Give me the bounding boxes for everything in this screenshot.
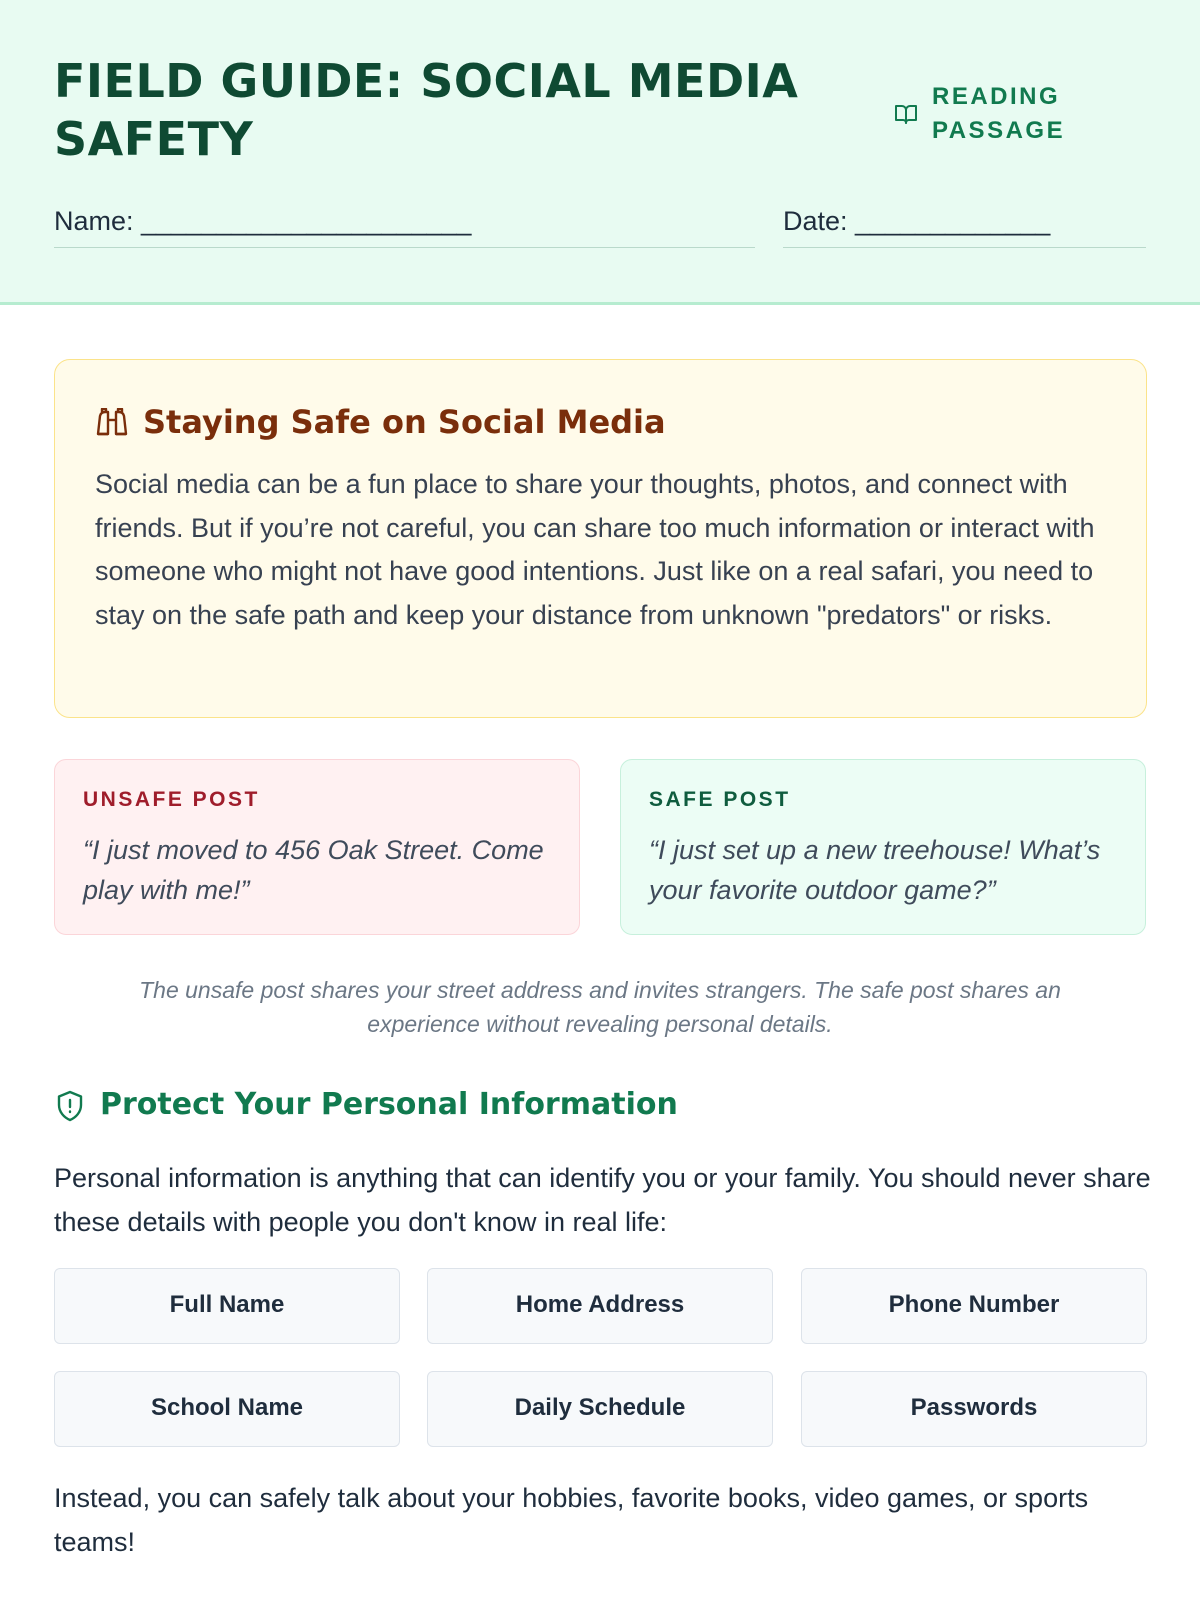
shield-icon (56, 1090, 84, 1122)
binoculars-icon (95, 408, 129, 438)
badge-line-1: READING (932, 83, 1061, 110)
closing-text: Instead, you can safely talk about your hobbies, favorite books, video games, or sports teams! (54, 1483, 1089, 1557)
badge-label (932, 80, 1092, 148)
unsafe-post-label: UNSAFE POST (83, 788, 260, 811)
intro-callout (54, 359, 1147, 718)
reading-passage-badge (894, 80, 1094, 150)
safe-post-card (620, 759, 1146, 935)
page-title: FIELD GUIDE: SOCIAL MEDIA SAFETY (54, 54, 799, 166)
intro-title: Staying Safe on Social Media (143, 403, 666, 441)
intro-text: Social media can be a fun place to share your thoughts, photos, and connect with friends. But if you’re not careful, you can share too much information or interact with someone who might not have good intentions. Just like on a real safari, you need to stay on the safe path and keep your distance from unknown "predators" or risks. (95, 469, 1095, 630)
section-text: Personal information is anything that can identify you or your family. You should never share these details with people you don't know in real life: (54, 1163, 1151, 1237)
unsafe-post-quote: “I just moved to 456 Oak Street. Come play with me!” (83, 835, 544, 905)
info-chip-daily-schedule: Daily Schedule (427, 1371, 773, 1447)
info-chip-school-name: School Name (54, 1371, 400, 1447)
badge-line-2: PASSAGE (932, 117, 1066, 144)
name-field[interactable]: Name: ______________________ (54, 200, 755, 248)
posts-caption: The unsafe post shares your street address and invites strangers. The safe post shares an experience without revealing personal details. (139, 977, 1061, 1037)
section-title: Protect Your Personal Information (100, 1087, 678, 1122)
safe-post-label: SAFE POST (649, 788, 791, 811)
unsafe-post-card (54, 759, 580, 935)
info-chip-phone-number: Phone Number (801, 1268, 1147, 1344)
date-field[interactable]: Date: _____________ (783, 200, 1146, 248)
info-chip-full-name: Full Name (54, 1268, 400, 1344)
book-open-icon (894, 102, 918, 126)
page-header (0, 0, 1200, 305)
safe-post-quote: “I just set up a new treehouse! What’s your favorite outdoor game?” (649, 835, 1101, 905)
info-chip-passwords: Passwords (801, 1371, 1147, 1447)
info-chip-home-address: Home Address (427, 1268, 773, 1344)
